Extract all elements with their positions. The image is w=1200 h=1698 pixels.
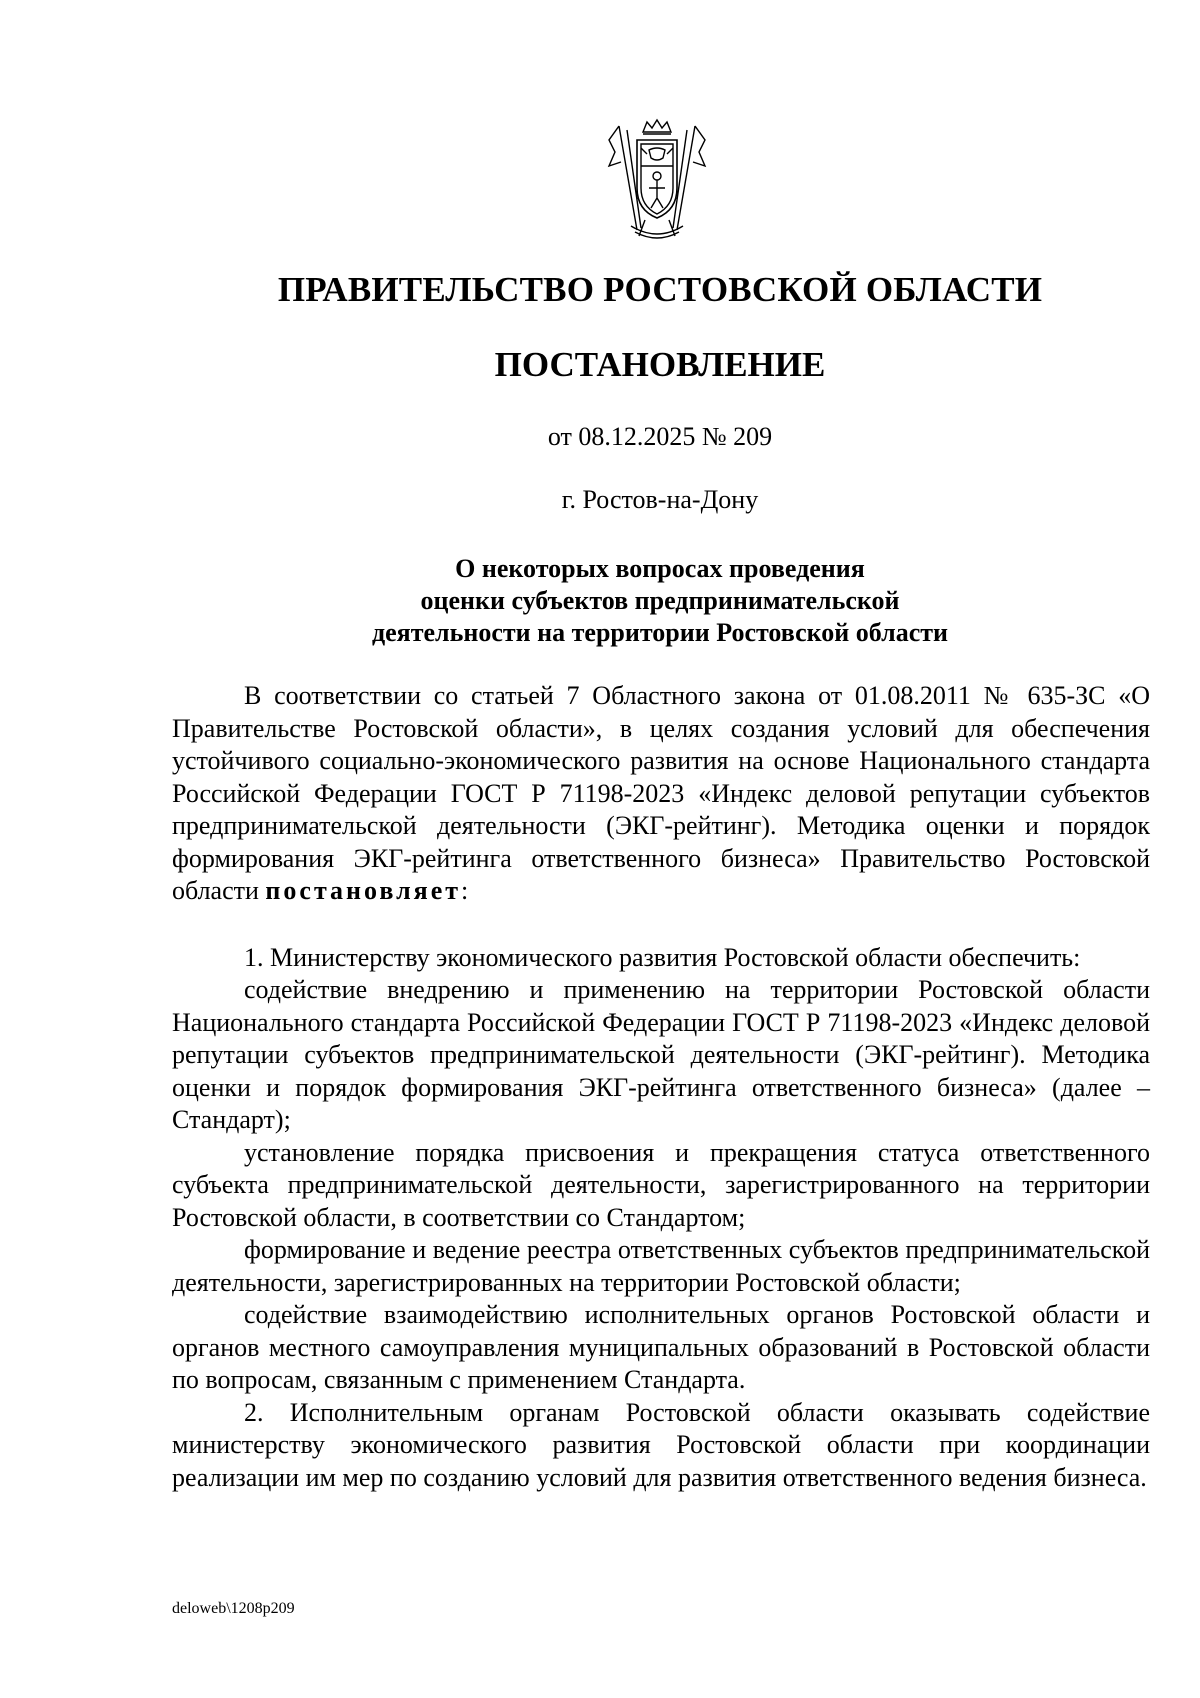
file-reference: deloweb\1208p209 [172, 1600, 295, 1617]
preamble-text: В соответствии со статьей 7 Областного закона от 01.08.2011 № 635-ЗС «О Правительстве Ростовской области», в целях создания условий для обеспечения устойчивого социально-экономического развития на основе Национального стандарта Российской Федерации ГОСТ Р 71198-2023 «Индекс деловой репутации субъектов предпринимательской деятельности (ЭКГ-рейтинг). Методика оценки и порядок формирования ЭКГ-рейтинга ответственного бизнеса» Правительство Ростовской области [172, 681, 1150, 905]
document-title [0, 553, 1200, 649]
rostov-oblast-coat-of-arms-icon [605, 118, 709, 244]
document-date-number: от 08.12.2025 № 209 [547, 422, 773, 451]
preamble-paragraph [172, 680, 1150, 908]
document-city: г. Ростов-на-Дону [561, 485, 759, 514]
title-line: О некоторых вопросах проведения [455, 554, 865, 583]
organization-name: ПРАВИТЕЛЬСТВО РОСТОВСКОЙ ОБЛАСТИ [277, 270, 1043, 309]
body-paragraph: установление порядка присвоения и прекращения статуса ответственного субъекта предпринимательской деятельности, зарегистрированного на территории Ростовской области, в соответствии со Стандартом; [172, 1137, 1150, 1232]
body-paragraph: содействие взаимодействию исполнительных органов Ростовской области и органов местного самоуправления муниципальных образований в Ростовской области по вопросам, связанным с применением Стандарта. [172, 1300, 1150, 1394]
title-line: оценки субъектов предпринимательской [420, 586, 900, 615]
body-paragraph: 2. Исполнительным органам Ростовской области оказывать содействие министерству экономического развития Ростовской области при координации реализации им мер по созданию условий для развития ответственного ведения бизнеса. [172, 1397, 1150, 1492]
body-paragraph: 1. Министерству экономического развития Ростовской области обеспечить: [244, 942, 1081, 972]
body-paragraph: содействие внедрению и применению на территории Ростовской области Национального стандарта Российской Федерации ГОСТ Р 71198-2023 «Индекс деловой репутации субъектов предпринимательской деятельности (ЭКГ-рейтинг). Методика оценки и порядок формирования ЭКГ-рейтинга ответственного бизнеса» (далее – Стандарт); [172, 975, 1150, 1134]
body-paragraph: формирование и ведение реестра ответственных субъектов предпринимательской деятельности, зарегистрированных на территории Ростовской области; [172, 1235, 1150, 1297]
resolves-colon: : [461, 876, 469, 905]
document-type: ПОСТАНОВЛЕНИЕ [494, 345, 826, 384]
resolves-word: постановляет [265, 876, 462, 905]
document-body [172, 680, 1150, 1494]
title-line: деятельности на территории Ростовской области [371, 618, 949, 647]
